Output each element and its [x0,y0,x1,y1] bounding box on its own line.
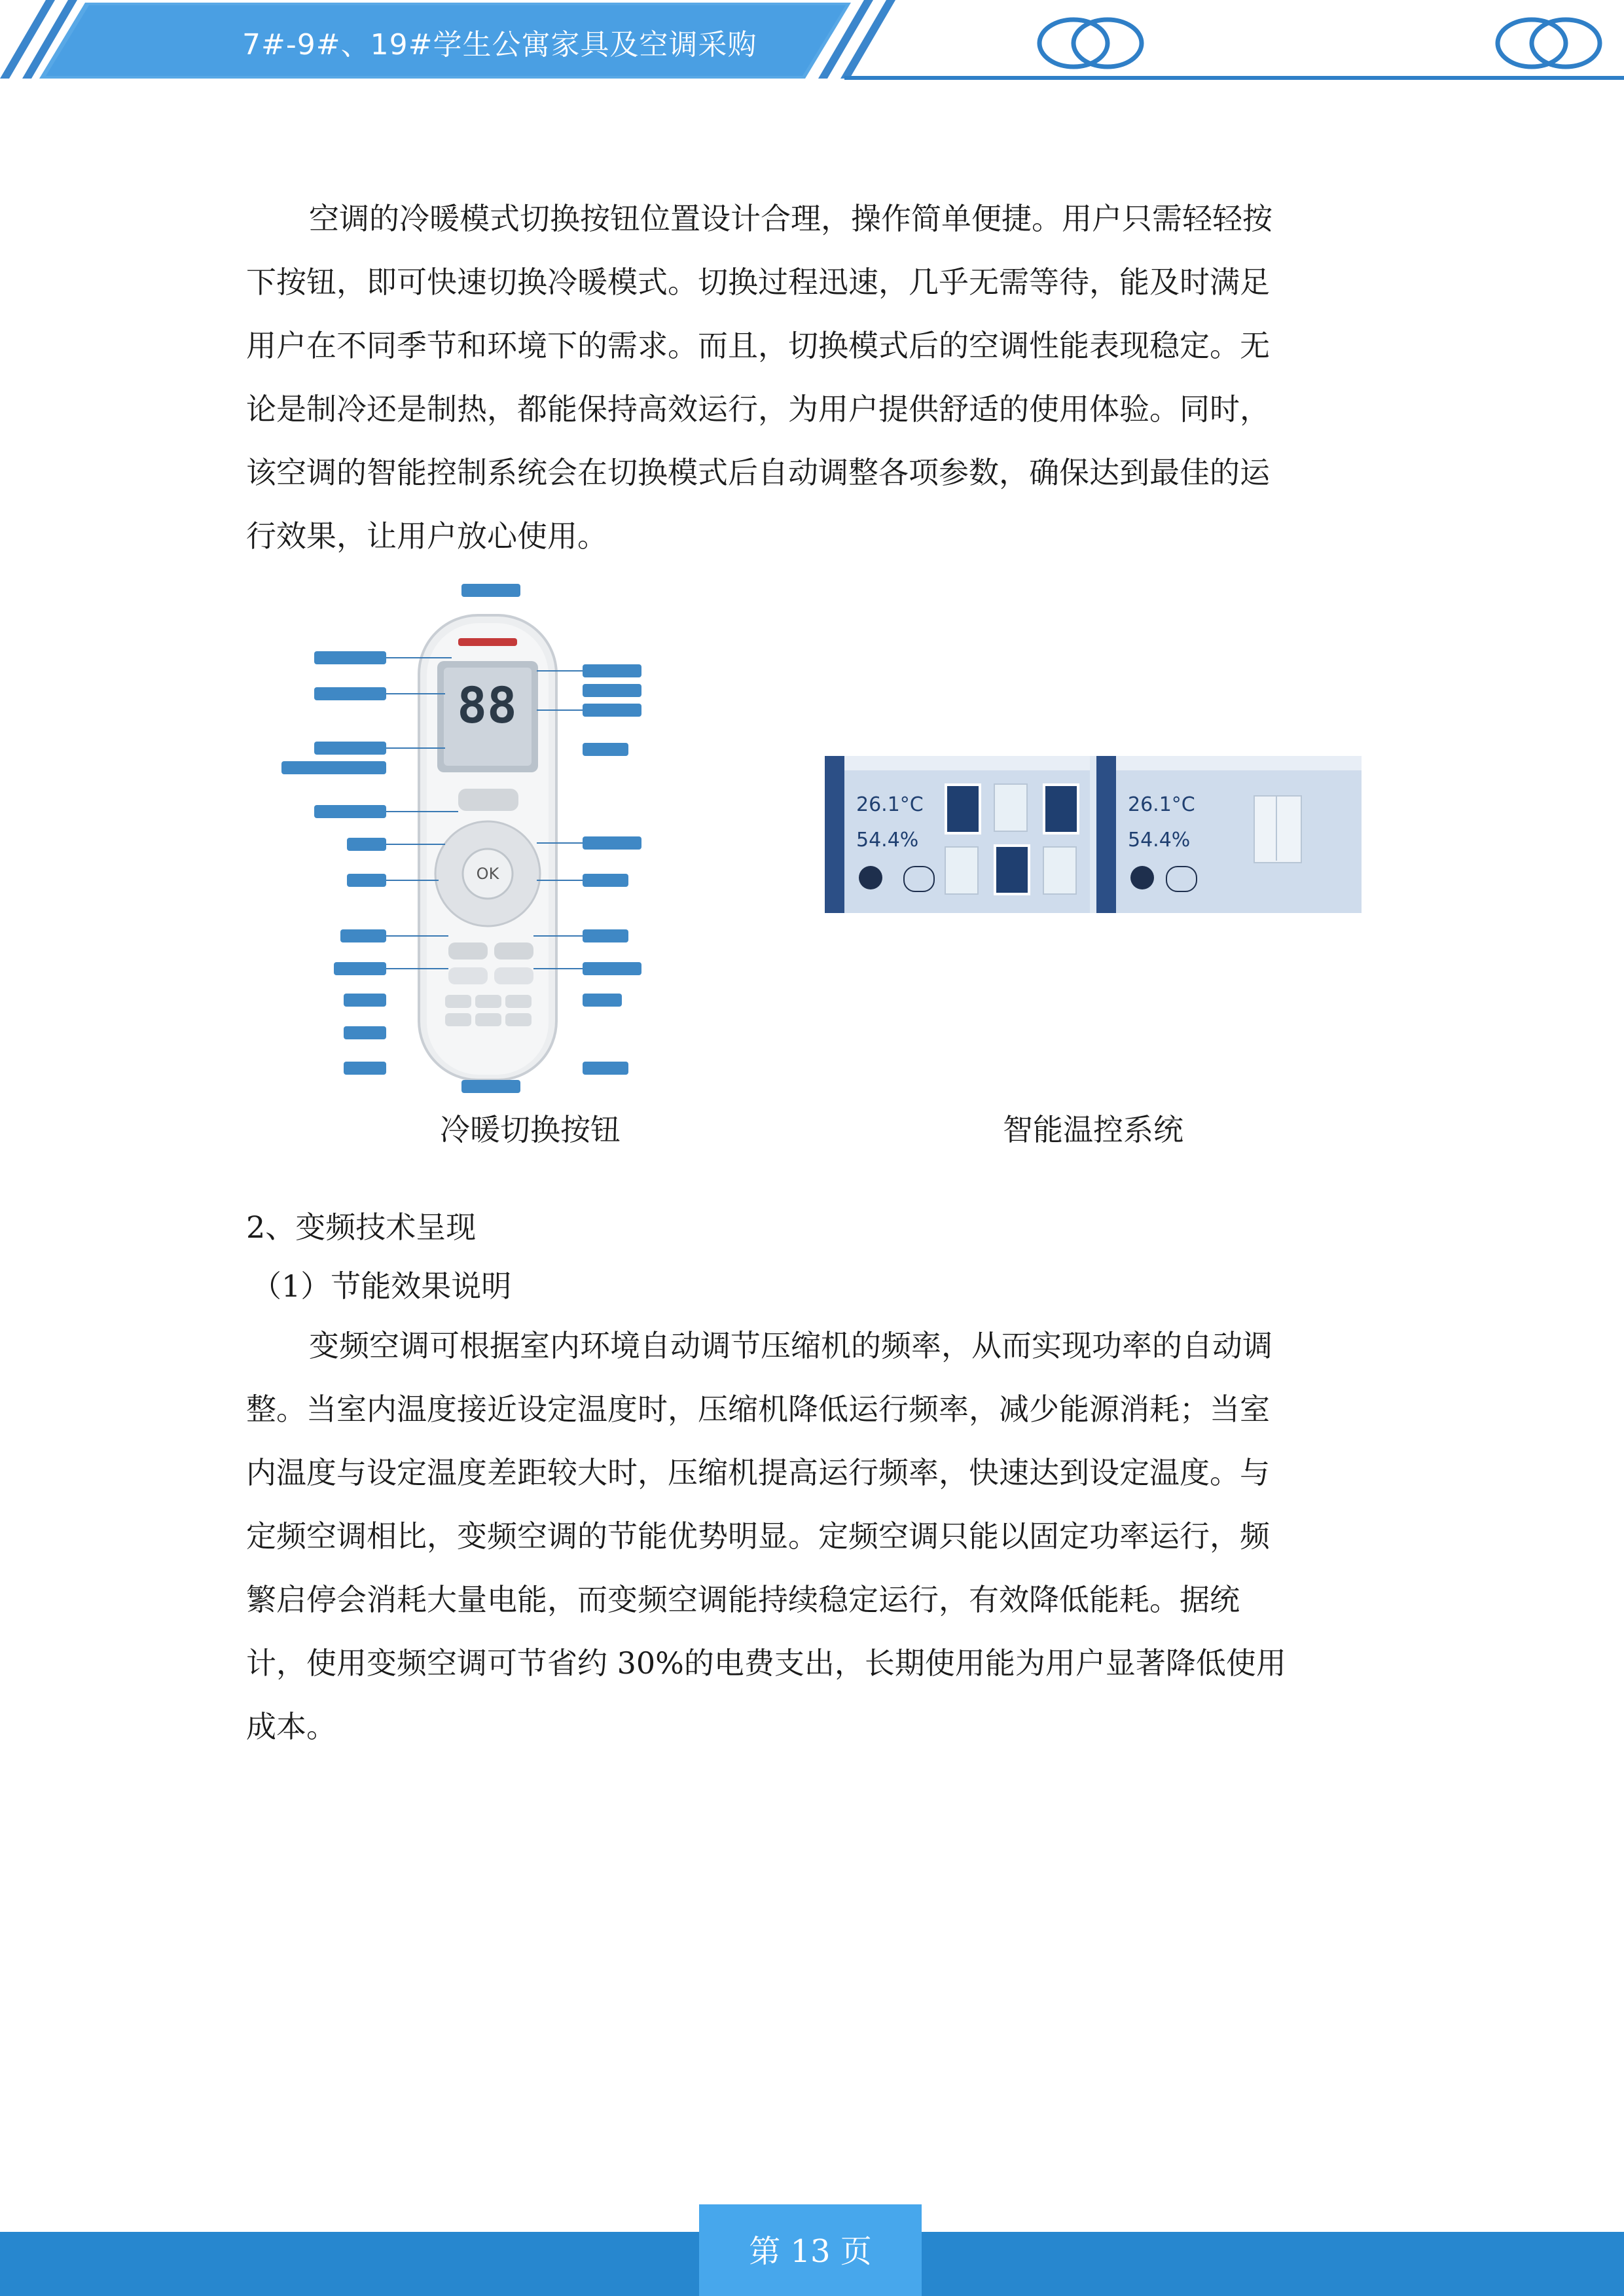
callout-label [344,1026,386,1039]
text-line: 该空调的智能控制系统会在切换模式后自动调整各项参数，确保达到最佳的运 [246,455,1270,490]
callout-label [334,962,386,975]
callout-label [583,743,628,756]
callout-label [583,994,622,1007]
callout-label [314,742,386,755]
text-line: 下按钮，即可快速切换冷暖模式。切换过程迅速，几乎无需等待，能及时满足 [246,264,1270,300]
callout-label [583,684,641,697]
callout-line [533,968,583,969]
control-panel [825,756,1090,913]
text-line: 计，使用变频空调可节省约 30%的电费支出，长期使用能为用户显著降低使用 [246,1645,1286,1681]
callout-label [347,838,386,851]
callout-line [533,935,583,937]
callout-label [583,929,628,942]
control-panel [1096,756,1362,913]
door-panel-graphic [1254,795,1302,863]
callout-line [386,968,448,969]
callout-label [314,687,386,700]
callout-label [583,664,641,677]
section-paragraph [246,1314,1379,1759]
section-subheading: （1）节能效果说明 [251,1268,512,1304]
panel-topbar [1116,756,1362,770]
callout-label [583,836,641,850]
text-line: 变频空调可根据室内环境自动调节压缩机的频率，从而实现功率的自动调 [309,1328,1272,1363]
callout-line [386,657,452,658]
callout-label [583,1062,628,1075]
text-line: 论是制冷还是制热，都能保持高效运行，为用户提供舒适的使用体验。同时， [246,391,1270,427]
callout-line [537,709,583,711]
callout-label [583,704,641,717]
callout-label [461,1080,520,1093]
callout-label [281,761,386,774]
section-heading: 2、变频技术呈现 [246,1210,477,1245]
text-line: 用户在不同季节和环境下的需求。而且，切换模式后的空调性能表现稳定。无 [246,328,1270,363]
tile-active [1043,783,1079,834]
callout-line [537,670,583,672]
smart-thermostat-figure [825,756,1362,913]
callout-label [340,929,386,942]
tile-active [994,844,1030,895]
callout-label [314,805,386,818]
callout-line [386,693,445,694]
temperature-readout: 26.1°C [856,793,924,816]
callout-line [386,844,445,845]
double-ring-logo-icon [1034,14,1152,73]
header-title: 7#-9#、19#学生公寓家具及空调采购 [242,28,757,62]
callout-line [386,880,439,881]
callout-label [347,874,386,887]
callout-line [537,842,583,844]
page-header [0,0,1624,85]
panel-topbar [844,756,1090,770]
door-divider [1276,795,1277,861]
mode-icon [1166,866,1197,892]
remote-ok-label: OK [476,865,499,883]
mode-icon [903,866,935,892]
tile [994,783,1028,832]
callout-line [386,935,448,937]
callout-line [386,747,445,749]
tile [1043,846,1077,895]
humidity-readout: 54.4% [856,829,919,852]
text-line: 成本。 [246,1709,336,1744]
text-line: 行效果，让用户放心使用。 [246,518,607,554]
text-line: 定频空调相比，变频空调的节能优势明显。定频空调只能以固定功率运行，频 [246,1518,1270,1554]
temperature-readout: 26.1°C [1128,793,1195,816]
power-icon [1130,866,1154,889]
text-line: 整。当室内温度接近设定温度时，压缩机降低运行频率，减少能源消耗；当室 [246,1391,1270,1427]
humidity-readout: 54.4% [1128,829,1191,852]
callout-line [386,811,458,812]
text-line: 空调的冷暖模式切换按钮位置设计合理，操作简单便捷。用户只需轻轻按 [309,201,1272,236]
power-icon [859,866,882,889]
panel-sidebar [1096,756,1116,913]
callout-label [344,1062,386,1075]
callout-line [537,880,583,881]
tile [945,846,979,895]
callout-label [461,584,520,597]
text-line: 内温度与设定温度差距较大时，压缩机提高运行频率，快速达到设定温度。与 [246,1455,1270,1490]
remote-display-digits: 88 [457,676,517,734]
panel-sidebar [825,756,844,913]
page-number: 第 13 页 [749,2233,872,2270]
smart-caption: 智能温控系统 [1003,1112,1183,1147]
remote-control-figure [262,576,668,1093]
text-line: 繁启停会消耗大量电能，而变频空调能持续稳定运行，有效降低能耗。据统 [246,1582,1240,1617]
callout-label [583,874,628,887]
callout-label [583,962,641,975]
remote-caption: 冷暖切换按钮 [440,1112,621,1147]
double-ring-logo-icon [1492,14,1610,73]
callout-label [314,651,386,664]
callout-label [344,994,386,1007]
intro-paragraph [246,187,1379,568]
tile-active [945,783,981,834]
